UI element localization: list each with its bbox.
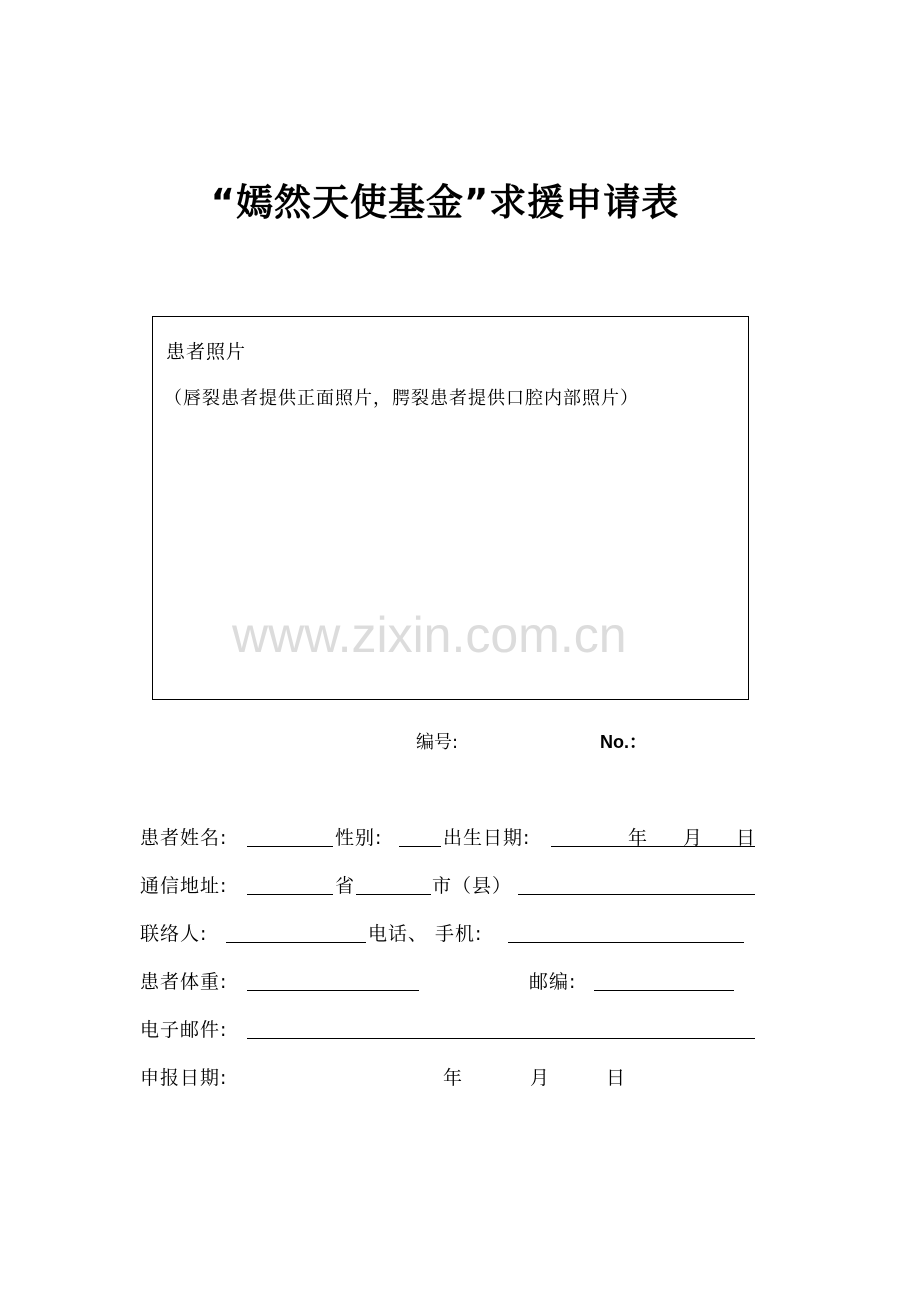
patient-name-field[interactable]: [247, 846, 333, 847]
contact-label: 联络人:: [140, 923, 208, 945]
gender-field[interactable]: [399, 846, 441, 847]
weight-label: 患者体重:: [140, 971, 228, 993]
phone-field[interactable]: [508, 942, 744, 943]
birth-day-unit: 日: [736, 827, 756, 849]
province-field[interactable]: [247, 894, 333, 895]
city-unit: 市（县）: [432, 875, 513, 897]
contact-field[interactable]: [226, 942, 366, 943]
apply-date-label: 申报日期:: [140, 1067, 228, 1089]
zip-label: 邮编:: [529, 971, 577, 993]
birth-date-field[interactable]: [551, 846, 755, 847]
apply-day-unit: 日: [606, 1067, 626, 1089]
form-title: “嫣然天使基金”求援申请表: [210, 181, 680, 224]
photo-hint: （唇裂患者提供正面照片，腭裂患者提供口腔内部照片）: [164, 388, 639, 409]
gender-label: 性别:: [335, 827, 383, 849]
serial-no-label: No.：: [600, 732, 647, 752]
apply-month-unit: 月: [530, 1067, 550, 1089]
email-field[interactable]: [247, 1038, 755, 1039]
address-detail-field[interactable]: [518, 894, 755, 895]
birth-year-unit: 年: [628, 827, 648, 849]
apply-year-unit: 年: [443, 1067, 463, 1089]
photo-label: 患者照片: [166, 341, 247, 363]
birth-month-unit: 月: [683, 827, 703, 849]
zip-field[interactable]: [594, 990, 734, 991]
email-label: 电子邮件:: [140, 1019, 228, 1041]
birth-date-label: 出生日期:: [443, 827, 531, 849]
serial-label: 编号:: [416, 732, 459, 753]
patient-name-label: 患者姓名:: [140, 827, 228, 849]
address-label: 通信地址:: [140, 875, 228, 897]
phone-label: 电话、 手机:: [368, 923, 483, 945]
province-unit: 省: [335, 875, 356, 897]
weight-field[interactable]: [247, 990, 419, 991]
watermark: www.zixin.com.cn: [232, 607, 627, 663]
city-field[interactable]: [356, 894, 431, 895]
